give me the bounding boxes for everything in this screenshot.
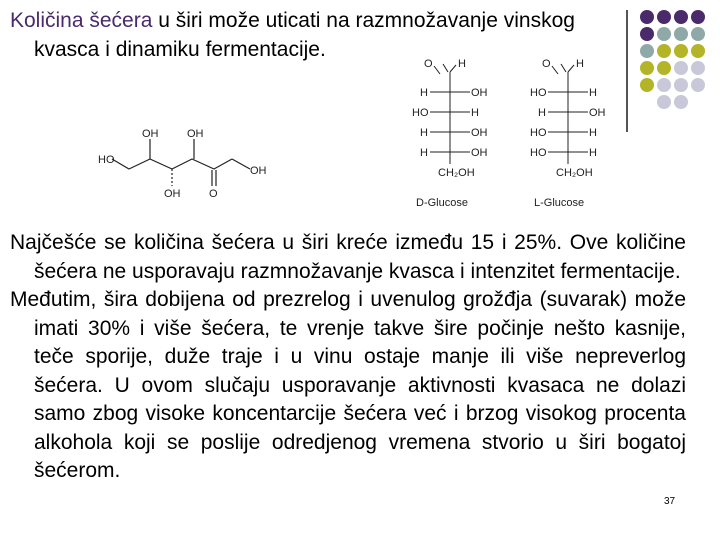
l-ho3: HO xyxy=(530,127,547,139)
decor-dot xyxy=(640,27,654,41)
slide-body xyxy=(10,229,686,486)
d-h3: H xyxy=(420,127,428,139)
decor-divider xyxy=(626,10,628,132)
d-h2: H xyxy=(471,107,479,119)
decor-dot xyxy=(691,44,705,58)
decor-dot xyxy=(657,44,671,58)
title-highlight: Količina šećera xyxy=(10,9,153,32)
l-ch2oh: CH₂OH xyxy=(556,167,593,179)
decor-dot xyxy=(657,27,671,41)
l-o: O xyxy=(542,58,551,70)
l-ho4: HO xyxy=(530,147,547,159)
skeletal-oh-4: OH xyxy=(250,165,267,177)
decor-dot xyxy=(640,78,654,92)
l-ho1: HO xyxy=(530,87,547,99)
paragraph-1: Najčešće se količina šećera u širi kreće između 15 i 25%. Ove količine šećera ne usporavaju razmnožavanje kvasca i intenzitet fermentacije. xyxy=(10,231,686,283)
decor-dot xyxy=(691,10,705,24)
title-rest: u širi može uticati na razmnožavanje vinskog xyxy=(152,9,575,32)
skeletal-ho: HO xyxy=(98,154,115,166)
d-ho2: HO xyxy=(412,107,429,119)
d-h4: H xyxy=(420,147,428,159)
l-h4: H xyxy=(589,147,597,159)
title-line2: kvasca i dinamiku fermentacije. xyxy=(34,38,326,61)
decor-dot xyxy=(674,95,688,109)
d-h1: H xyxy=(420,87,428,99)
d-ch2oh: CH₂OH xyxy=(438,167,475,179)
l-h3: H xyxy=(589,127,597,139)
decor-dot xyxy=(674,61,688,75)
skeletal-oh-1: OH xyxy=(142,128,159,140)
decor-dot xyxy=(640,44,654,58)
decor-dot xyxy=(640,10,654,24)
skeletal-oh-2: OH xyxy=(187,128,204,140)
skeletal-oh-3: OH xyxy=(164,188,181,200)
decor-dot xyxy=(657,95,671,109)
skeletal-o: O xyxy=(209,188,218,200)
l-h1: H xyxy=(589,87,597,99)
l-glucose-label: L-Glucose xyxy=(534,197,585,209)
page-number: 37 xyxy=(664,496,676,507)
decor-dot xyxy=(657,78,671,92)
d-glucose-label: D-Glucose xyxy=(416,197,468,209)
glucose-skeletal-structure xyxy=(92,124,282,206)
decor-dot xyxy=(674,10,688,24)
d-o: O xyxy=(424,58,433,70)
d-oh1: OH xyxy=(471,87,488,99)
decor-dot xyxy=(657,61,671,75)
decor-dot xyxy=(691,27,705,41)
d-glucose-fischer xyxy=(410,52,490,210)
decor-dot xyxy=(657,10,671,24)
l-oh2: OH xyxy=(589,107,606,119)
l-h-top: H xyxy=(576,58,584,70)
decor-dot xyxy=(674,44,688,58)
decor-dot xyxy=(691,61,705,75)
decor-dot xyxy=(674,78,688,92)
d-oh4: OH xyxy=(471,147,488,159)
l-glucose-fischer xyxy=(528,52,608,210)
paragraph-2: Međutim, šira dobijena od prezrelog i uvenulog grožđja (suvarak) može imati 30% i više šećera, te vrenje takve šire počinje nešto kasnije, teče sporije, duže traje i u vinu ostaje manje ili više nepreverlog šećera. U ovom slučaju usporavanje aktivnosti kvasaca ne dolazi samo zbog visoke koncentarcije šećera već i brzog visokog procenta alkohola koji se poslije odredjenog vremena stvorio u širi bogatoj šećerom. xyxy=(10,288,686,482)
l-h2: H xyxy=(538,107,546,119)
decor-dot xyxy=(691,78,705,92)
decor-dot xyxy=(674,27,688,41)
d-oh3: OH xyxy=(471,127,488,139)
d-h-top: H xyxy=(458,58,466,70)
decor-dot xyxy=(640,61,654,75)
